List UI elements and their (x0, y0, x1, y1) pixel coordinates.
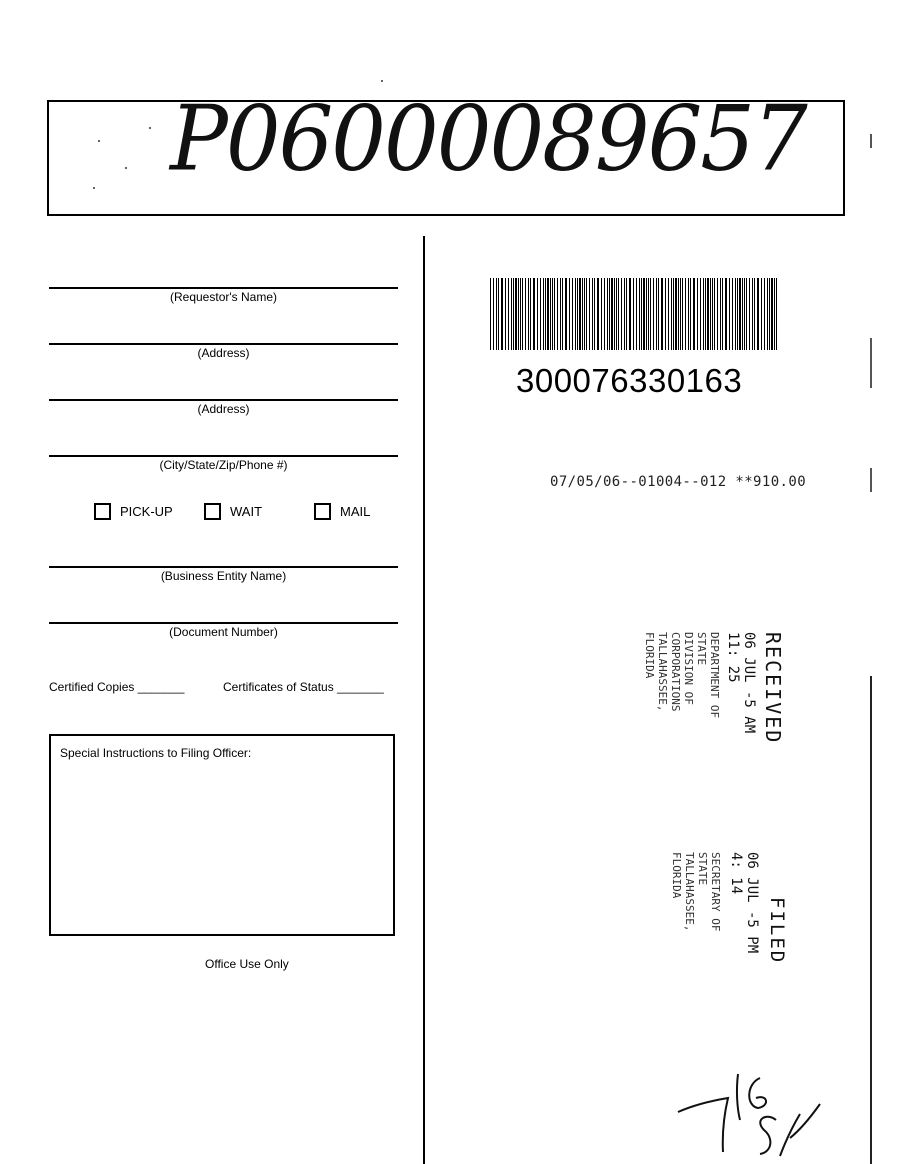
barcode-bar (771, 278, 773, 350)
barcode-bar (586, 278, 587, 350)
barcode-bar (496, 278, 497, 350)
requestor-name-caption: (Requestor's Name) (170, 290, 277, 304)
barcode-bar (582, 278, 583, 350)
barcode-bar (682, 278, 683, 350)
barcode-bar (508, 278, 509, 350)
address-caption-2: (Address) (197, 402, 250, 416)
barcode-number: 300076330163 (516, 362, 743, 399)
barcode-bar (562, 278, 563, 350)
barcode-bar (614, 278, 615, 350)
barcode-bar (537, 278, 538, 350)
barcode-bar (678, 278, 679, 350)
barcode-bar (656, 278, 657, 350)
special-instructions-label: Special Instructions to Filing Officer: (60, 746, 252, 760)
barcode-bar (725, 278, 727, 350)
filed-stamp (670, 852, 788, 964)
barcode-bar (609, 278, 610, 350)
barcode-bar (688, 278, 689, 350)
receipt-stamp-line: 07/05/06--01004--012 **910.00 (550, 474, 807, 490)
barcode-bar (547, 278, 549, 350)
barcode-bar (722, 278, 723, 350)
pickup-checkbox[interactable] (94, 503, 111, 520)
barcode-image (490, 278, 780, 350)
city-state-zip-line (49, 455, 398, 457)
barcode-bar (693, 278, 695, 350)
handwritten-initials (676, 1060, 826, 1164)
barcode-bar (705, 278, 706, 350)
barcode-bar (735, 278, 736, 350)
barcode-bar (675, 278, 677, 350)
barcode-bar (565, 278, 567, 350)
barcode-bar (712, 278, 713, 350)
barcode-bar (744, 278, 745, 350)
barcode-bar (754, 278, 755, 350)
mail-label: MAIL (340, 504, 371, 519)
barcode-bar (518, 278, 519, 350)
city-state-zip-caption: (City/State/Zip/Phone #) (159, 458, 288, 472)
barcode-bar (639, 278, 640, 350)
business-entity-caption: (Business Entity Name) (160, 569, 287, 583)
barcode-bar (643, 278, 645, 350)
barcode-bar (650, 278, 651, 350)
barcode-bar (540, 278, 541, 350)
barcode-bar (520, 278, 521, 350)
barcode-bar (616, 278, 617, 350)
barcode-bar (597, 278, 599, 350)
barcode-bar (579, 278, 581, 350)
barcode-bar (633, 278, 634, 350)
barcode-bar (552, 278, 553, 350)
received-stamp-line2: DIVISION OF CORPORATIONS (669, 632, 695, 712)
special-instructions-box (49, 734, 395, 936)
certified-copies-field: Certified Copies _______ (49, 680, 185, 694)
barcode-bar (641, 278, 642, 350)
barcode-bar (636, 278, 637, 350)
column-divider (423, 236, 425, 1164)
barcode-bar (522, 278, 523, 350)
barcode-bar (575, 278, 576, 350)
barcode-bar (601, 278, 602, 350)
received-stamp-date: 06 JUL -5 AM 11: 25 (725, 632, 757, 734)
barcode-bar (554, 278, 555, 350)
office-use-label: Office Use Only (205, 957, 289, 971)
scan-edge-mark (870, 468, 872, 492)
barcode-bar (621, 278, 622, 350)
scan-edge-mark (870, 134, 872, 148)
requestor-name-line (49, 287, 398, 289)
barcode-bar (767, 278, 768, 350)
address-line-1 (49, 343, 398, 345)
barcode-bar (515, 278, 517, 350)
wait-option[interactable] (204, 503, 262, 520)
received-stamp-line3: TALLAHASSEE, FLORIDA (643, 632, 669, 712)
barcode-bar (569, 278, 570, 350)
filed-stamp-line2: TALLAHASSEE, FLORIDA (670, 852, 696, 932)
barcode-bar (607, 278, 608, 350)
address-line-2 (49, 399, 398, 401)
barcode-bar (646, 278, 647, 350)
barcode-bar (717, 278, 718, 350)
barcode-bar (680, 278, 681, 350)
barcode-bar (668, 278, 669, 350)
barcode-bar (513, 278, 514, 350)
barcode-bar (697, 278, 698, 350)
barcode-bar (769, 278, 770, 350)
barcode-bar (742, 278, 743, 350)
barcode-bar (528, 278, 529, 350)
barcode-bar (673, 278, 674, 350)
barcode-bar (749, 278, 750, 350)
barcode-bar (720, 278, 721, 350)
barcode-bar (493, 278, 494, 350)
barcode-bar (774, 278, 775, 350)
received-stamp (643, 632, 785, 747)
barcode-bar (629, 278, 631, 350)
barcode-bar (710, 278, 711, 350)
barcode-bar (752, 278, 753, 350)
document-number-line (49, 622, 398, 624)
scan-edge-mark (870, 676, 872, 1164)
barcode-bar (592, 278, 593, 350)
wait-label: WAIT (230, 504, 263, 519)
handwritten-file-number: P06000089657 (170, 86, 806, 192)
barcode-bar (658, 278, 659, 350)
filed-stamp-title: FILED (766, 897, 788, 965)
pickup-option[interactable] (94, 503, 173, 520)
barcode-bar (653, 278, 654, 350)
barcode-bar (550, 278, 551, 350)
barcode-bar (661, 278, 663, 350)
barcode-bar (746, 278, 747, 350)
barcode-bar (525, 278, 526, 350)
barcode-bar (557, 278, 558, 350)
business-entity-line (49, 566, 398, 568)
barcode-bar (530, 278, 531, 350)
barcode-bar (648, 278, 649, 350)
barcode-bar (685, 278, 686, 350)
barcode-bar (577, 278, 578, 350)
barcode-bar (671, 278, 672, 350)
barcode-bar (757, 278, 759, 350)
barcode-bar (776, 278, 777, 350)
barcode-bar (501, 278, 503, 350)
barcode-bar (511, 278, 512, 350)
barcode-bar (560, 278, 561, 350)
filed-stamp-line1: SECRETARY OF STATE (696, 852, 722, 932)
scan-edge-mark (870, 338, 872, 388)
pickup-label: PICK-UP (120, 504, 173, 519)
barcode-bar (604, 278, 605, 350)
received-stamp-line1: DEPARTMENT OF STATE (695, 632, 721, 719)
barcode-bar (624, 278, 625, 350)
barcode-bar (572, 278, 573, 350)
barcode-bar (584, 278, 585, 350)
barcode-bar (737, 278, 738, 350)
address-caption-1: (Address) (197, 346, 250, 360)
barcode-bar (618, 278, 619, 350)
barcode-bar (589, 278, 590, 350)
wait-checkbox[interactable] (204, 503, 221, 520)
barcode-bar (665, 278, 666, 350)
barcode-bar (714, 278, 715, 350)
barcode-bar (700, 278, 701, 350)
mail-option[interactable] (314, 503, 370, 520)
barcode-bar (594, 278, 595, 350)
barcode-bar (490, 278, 491, 350)
barcode-bar (543, 278, 544, 350)
barcode-bar (545, 278, 546, 350)
mail-checkbox[interactable] (314, 503, 331, 520)
received-stamp-title: RECEIVED (761, 632, 785, 745)
barcode-bar (732, 278, 733, 350)
filed-stamp-date: 06 JUL -5 PM 4: 14 (728, 852, 760, 954)
barcode-bar (533, 278, 535, 350)
barcode-bar (703, 278, 704, 350)
barcode-bar (707, 278, 709, 350)
barcode-bar (729, 278, 730, 350)
document-number-caption: (Document Number) (169, 625, 278, 639)
barcode-bar (626, 278, 627, 350)
barcode-bar (498, 278, 499, 350)
barcode-bar (690, 278, 691, 350)
barcode-bar (761, 278, 762, 350)
barcode-bar (739, 278, 741, 350)
barcode-bar (764, 278, 765, 350)
barcode-bar (611, 278, 613, 350)
certificates-status-field: Certificates of Status _______ (223, 680, 384, 694)
barcode-bar (505, 278, 506, 350)
